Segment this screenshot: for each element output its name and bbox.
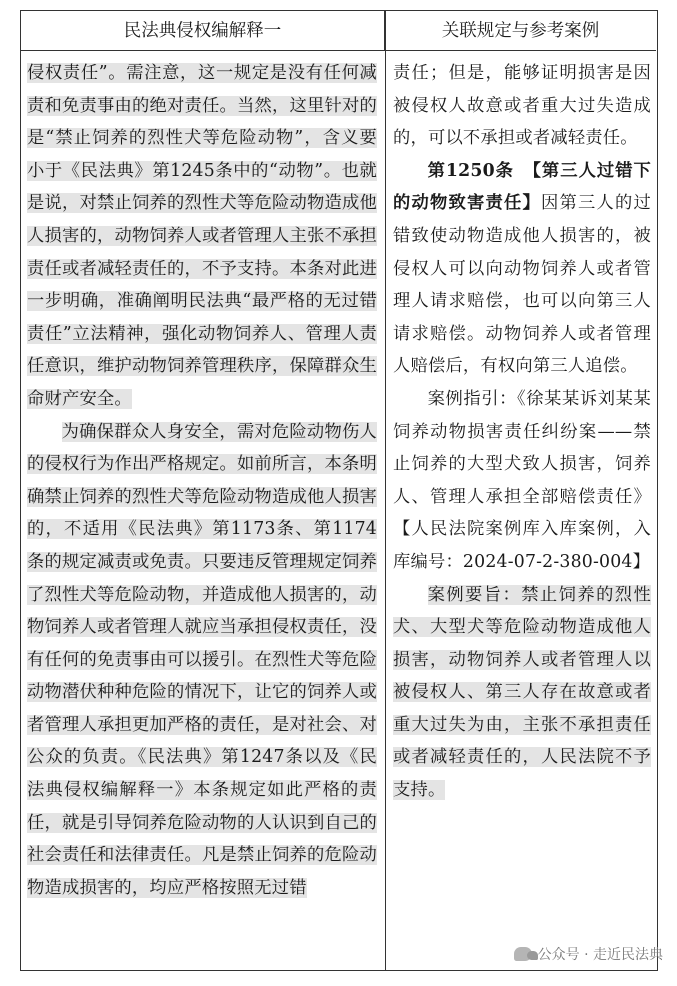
right-column-header: 关联规定与参考案例 <box>385 11 656 51</box>
right-column-body <box>393 57 651 807</box>
watermark-text: 公众号 · 走近民法典 <box>537 947 663 963</box>
left-paragraph-2 <box>27 416 377 905</box>
article-heading: 第1250条 【第三人过错下的动物致害责任】 <box>393 160 651 214</box>
left-column-header: 民法典侵权编解释一 <box>21 11 385 51</box>
highlighted-text: 案例要旨：禁止饲养的烈性犬、大型犬等危险动物造成他人损害，动物饲养人或者管理人以被侵权人、第三人存在故意或者重大过失为由，主张不承担责任或者减轻责任的，人民法院不予支持。 <box>393 584 651 801</box>
right-paragraph-1: 责任；但是，能够证明损害是因被侵权人故意或者重大过失造成的，可以不承担或者减轻责任。 <box>393 63 651 149</box>
right-paragraph-article-1250 <box>393 155 651 383</box>
column-divider <box>385 11 386 970</box>
watermark <box>514 944 663 964</box>
highlighted-text: 为确保群众人身安全，需对危险动物伤人的侵权行为作出严格规定。如前所言，本条明确禁止饲养的烈性犬等危险动物造成他人损害的，不适用《民法典》第1173条、第1174条的规定减责或免责。只要违反管理规定饲养了烈性犬等危险动物，并造成他人损害的，动物饲养人或者管理人就应当承担侵权责任，没有任何的免责事由可以援引。在烈性犬等危险动物潜伏种种危险的情况下，让它的饲养人或者管理人承担更加严格的责任，是对社会、对公众的负责。《民法典》第1247条以及《民法典侵权编解释一》本条规定如此严格的责任，就是引导饲养危险动物的人认识到自己的社会责任和法律责任。凡是禁止饲养的危险动物造成损害的，均应严格按照无过错 <box>27 421 377 898</box>
highlighted-text: 侵权责任”。需注意，这一规定是没有任何减责和免责事由的绝对责任。当然，这里针对的是“禁止饲养的烈性犬等危险动物”，含义要小于《民法典》第1245条中的“动物”。也就是说，对禁止饲养的烈性犬等危险动物造成他人损害的，动物饲养人或者管理人主张不承担责任或者减轻责任的，不予支持。本条对此进一步明确，准确阐明民法典“最严格的无过错责任”立法精神，强化动物饲养人、管理人责任意识，维护动物饲养管理秩序，保障群众生命财产安全。 <box>27 63 377 409</box>
wechat-icon <box>514 947 532 961</box>
comparison-table <box>20 10 658 971</box>
article-text: 因第三人的过错致使动物造成他人损害的，被侵权人可以向动物饲养人或者管理人请求赔偿，也可以向第三人请求赔偿。动物饲养人或者管理人赔偿后，有权向第三人追偿。 <box>393 193 651 377</box>
right-paragraph-case-summary <box>393 579 651 807</box>
left-column-body <box>27 57 377 904</box>
left-paragraph-1 <box>27 57 377 416</box>
right-paragraph-case-guide: 案例指引：《徐某某诉刘某某饲养动物损害责任纠纷案——禁止饲养的大型犬致人损害，饲养人、管理人承担全部赔偿责任》【人民法院案例库入库案例，入库编号：2024-07-2-380-004】 <box>393 388 651 572</box>
